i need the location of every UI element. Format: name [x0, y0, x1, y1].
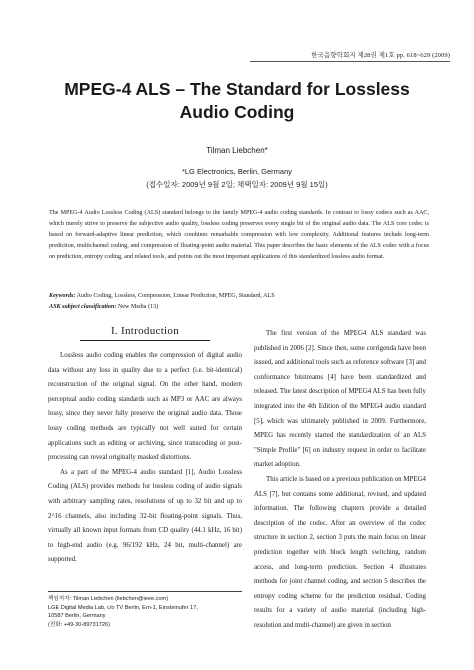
keywords-label: Keywords:	[49, 293, 76, 299]
abstract: The MPEG-4 Audio Lossless Coding (ALS) standard belongs to the family MPEG-4 audio coding standards. In contrast to lossy codecs such as AAC, which merely strive to preserve the subjective audio quality, lossless coding preserves every single bit of the original audio data. The ALS core codec is based on forward-adaptive linear prediction, which combines remarkable compression with low complexity. Additional features include long-term prediction, multichannel coding, and compression of floating-point audio material. This paper describes the basic elements of the ALS codec with a focus on prediction, entropy coding, and related tools, and points out the most important applications of this standardized lossless audio format.	[49, 210, 429, 260]
ask-text: New Media (13)	[117, 304, 159, 310]
right-column	[254, 327, 426, 633]
submission-dates: (접수일자: 2009년 9월 2일; 채택일자: 2009년 9월 15일)	[146, 180, 328, 189]
ask-classification	[49, 302, 429, 313]
paper-title	[0, 78, 474, 124]
affiliation: *LG Electronics, Berlin, Germany	[181, 167, 293, 176]
title-line-1: MPEG-4 ALS – The Standard for Lossless	[64, 79, 410, 99]
keywords	[49, 291, 429, 302]
right-paragraph-1: The first version of the MPEG4 ALS standard was published in 2006 [2]. Since then, some corrigenda have been issued, and additional tools such as reference software [3] and conformance bitstreams [4] have been standardized and released. The latest description of MPEG4 ALS has been fully integrated into the 4th Edition of the MPEG4 audio standard [5], which was ultimately published in 2009. Furthermore, MPEG has recently started the standardization of an ALS "Simple Profile" [6] on industry request in order to facilitate market adoption.	[254, 330, 426, 469]
keywords-text: Audio Coding, Lossless, Compression, Linear Prediction, MPEG, Standard, ALS	[76, 293, 275, 299]
journal-reference: 한국음향학회지 제28권 제1호 pp. 618~629 (2009)	[250, 50, 450, 62]
left-paragraph-2: As a part of the MPEG-4 audio standard [1], Audio Lossless Coding (ALS) provides methods for lossless coding of audio signals with arbitrary sampling rates, resolutions of up to 32 bit and up to 2^16 channels, also including 32-bit floating-point signals. Thus, virtually all known input formats from CD quality (44.1 kHz, 16 bit) to high-end audio (e.g. 96/192 kHz, 24 bit, multi-channel) are supported.	[48, 468, 242, 564]
left-paragraph-1: Lossless audio coding enables the compression of digital audio data without any loss in quality due to a perfect (i.e. bit-identical) reconstruction of the original signal. On the other hand, modern perceptual audio coding standards such as MP3 or AAC are always lossy, since they never fully preserve the original audio data. Those lossy coding methods are typically not well suited for certain applications such as editing or archiving, since transcoding or post-processing can reveal originally masked distortions.	[48, 352, 242, 462]
footnote-line: 10587 Berlin, Germany	[48, 613, 106, 620]
footnote-line: (전화: +49-30-89731726)	[48, 621, 110, 628]
right-paragraph-2: This article is based on a previous publication on MPEG4 ALS [7], but contains some additional, revised, and updated information. The following chapters provide a detailed description of the codec. After an overview of the codec structure in section 2, section 3 puts the main focus on linear prediction together with block length switching, random access, and long-term prediction. Section 4 illustrates methods for joint channel coding, and section 5 describes the entropy coding scheme for the prediction residual. Coding results for a variety of audio material (including high-resolution and multi-channel) are given in section	[254, 475, 426, 629]
ask-label: ASK subject classification:	[49, 304, 117, 310]
section-heading: I. Introduction	[48, 325, 242, 341]
author: Tilman Liebchen*	[206, 146, 268, 155]
footnote-line: LGE Digital Media Lab, c/o TV Berlin, Ern-1, Einsteinufer 17,	[48, 604, 198, 611]
footnote	[48, 591, 242, 629]
footnote-line: 책임저자: Tilman Liebchen (liebchen@ieee.com)	[48, 596, 169, 602]
left-column	[48, 349, 242, 568]
title-line-2: Audio Coding	[179, 102, 295, 122]
